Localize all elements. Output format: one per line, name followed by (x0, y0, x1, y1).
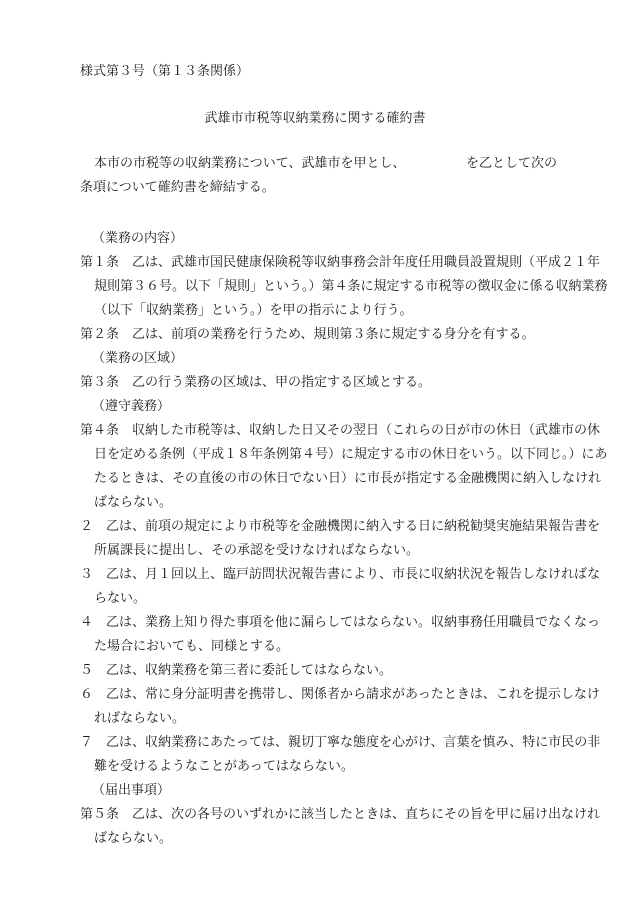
article-heading: （業務の区域） (92, 351, 184, 366)
intro-line-1-part-b: を乙として次の (466, 156, 558, 171)
article-continuation-line: 日を定める条例（平成１８年条例第４号）に規定する市の休日をいう。以下同じ。）にあ (94, 447, 608, 462)
intro-line-1-part-a: 本市の市税等の収納業務について、武雄市を甲とし、 (94, 156, 406, 171)
document-title: 武雄市市税等収納業務に関する確約書 (204, 111, 426, 126)
articles-body (80, 227, 608, 851)
article-continuation-line: らない。 (94, 591, 147, 606)
article-heading: （遵守義務） (92, 399, 171, 414)
article-continuation-line: たるときは、その直後の市の休日でない日）に市長が指定する金融機関に納入しなけれ (94, 471, 602, 486)
article-continuation-line: 所属課長に提出し、その承認を受けなければならない。 (94, 543, 420, 558)
intro-line-1 (80, 152, 558, 176)
article-line: 第１条 乙は、武雄市国民健康保険税等収納事務会計年度任用職員設置規則（平成２１年 (80, 255, 601, 270)
intro-line-2: 条項について確約書を締結する。 (80, 180, 275, 195)
article-continuation-line: 規則第３６号。以下「規則」という。）第４条に規定する市税等の徴収金に係る収納業務 (94, 279, 608, 294)
article-heading: （届出事項） (92, 783, 171, 798)
article-continuation-line: （以下「収納業務」という。）を甲の指示により行う。 (94, 303, 413, 318)
article-line: 第５条 乙は、次の各号のいずれかに該当したときは、直ちにその旨を甲に届け出なけれ (80, 807, 601, 822)
article-heading: （業務の内容） (92, 231, 184, 246)
article-continuation-line: 難を受けるようなことがあってはならない。 (94, 759, 354, 774)
form-number: 様式第３号（第１３条関係） (80, 64, 250, 79)
article-line: 第４条 収納した市税等は、収納した日又その翌日（これらの日が市の休日（武雄市の休 (80, 423, 601, 438)
article-line: ５ 乙は、収納業務を第三者に委託してはならない。 (80, 663, 393, 678)
article-line: 第２条 乙は、前項の業務を行うため、規則第３条に規定する身分を有する。 (80, 327, 535, 342)
article-line: ３ 乙は、月１回以上、臨戸訪問状況報告書により、市長に収納状況を報告しなければな (80, 567, 601, 582)
article-line: ６ 乙は、常に身分証明書を携帯し、関係者から請求があったときは、これを提示しなけ (80, 687, 600, 702)
intro-paragraph (80, 152, 558, 200)
article-continuation-line: ばならない。 (94, 831, 173, 846)
article-continuation-line: た場合においても、同様とする。 (94, 639, 290, 654)
article-continuation-line: ばならない。 (94, 495, 173, 510)
article-line: ４ 乙は、業務上知り得た事項を他に漏らしてはならない。収納事務任用職員でなくなっ (80, 615, 601, 630)
article-line: 第３条 乙の行う業務の区域は、甲の指定する区域とする。 (80, 375, 432, 390)
article-line: ７ 乙は、収納業務にあたっては、親切丁寧な態度を心がけ、言葉を慎み、特に市民の非 (80, 735, 601, 750)
article-continuation-line: ればならない。 (94, 711, 186, 726)
article-line: ２ 乙は、前項の規定により市税等を金融機関に納入する日に納税勧奨実施結果報告書を (80, 519, 601, 534)
